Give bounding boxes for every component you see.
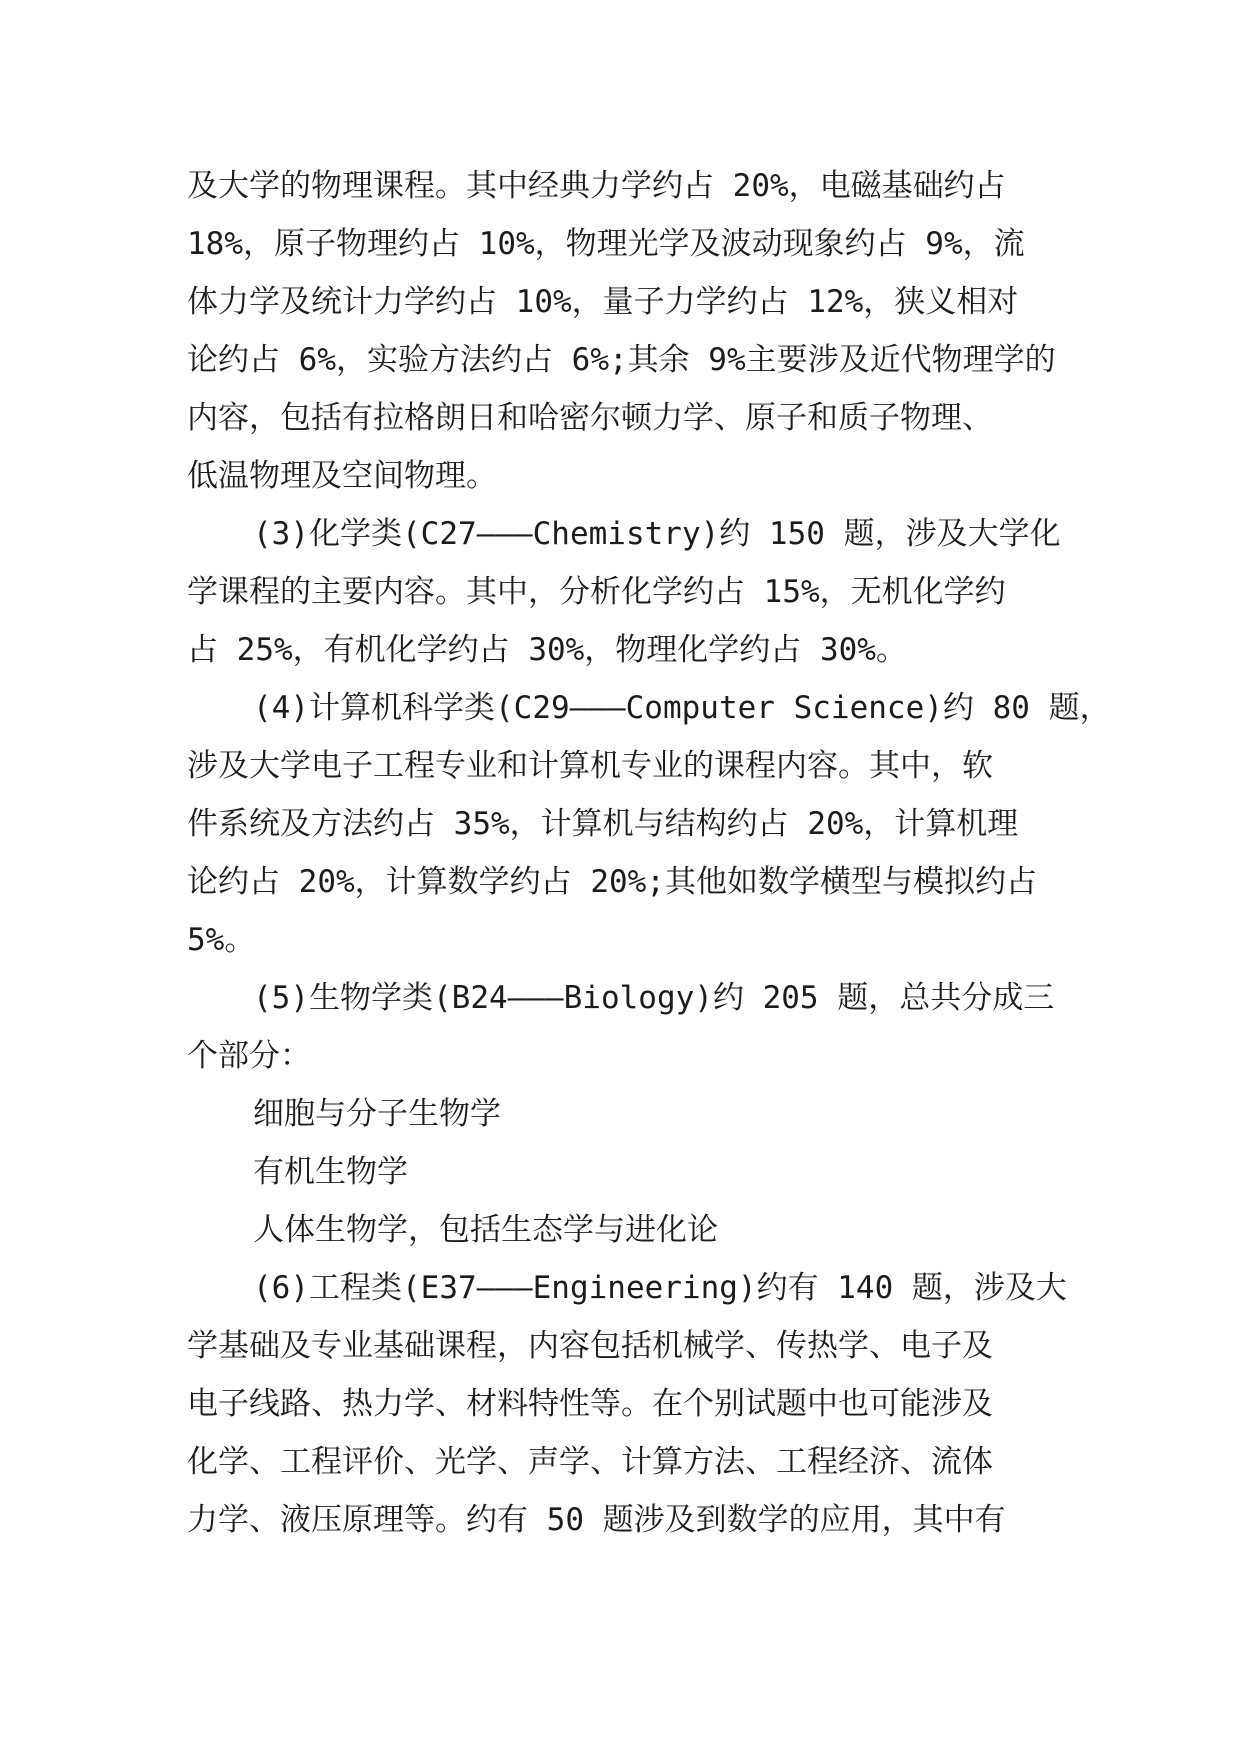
paragraph-start-line: (4)计算机科学类(C29———Computer Science)约 80 题，	[253, 690, 1111, 726]
text-line: 占 25%，有机化学约占 30%，物理化学约占 30%。	[187, 632, 907, 668]
text-line: 18%，原子物理约占 10%，物理光学及波动现象约占 9%，流	[187, 226, 1025, 262]
list-item: 细胞与分子生物学	[253, 1096, 501, 1132]
paragraph-start-line: (3)化学类(C27———Chemistry)约 150 题，涉及大学化	[253, 516, 1061, 552]
text-line: 低温物理及空间物理。	[187, 458, 497, 494]
text-line: 论约占 20%，计算数学约占 20%;其他如数学横型与模拟约占	[187, 864, 1037, 900]
list-item: 人体生物学，包括生态学与进化论	[253, 1212, 718, 1248]
text-line: 论约占 6%，实验方法约占 6%;其余 9%主要涉及近代物理学的	[187, 342, 1056, 378]
text-line: 学基础及专业基础课程，内容包括机械学、传热学、电子及	[187, 1328, 993, 1364]
text-line: 个部分：	[187, 1038, 311, 1074]
text-line: 件系统及方法约占 35%，计算机与结构约占 20%，计算机理	[187, 806, 1019, 842]
text-line: 涉及大学电子工程专业和计算机专业的课程内容。其中，软	[187, 748, 993, 784]
text-line: 5%。	[187, 922, 256, 958]
text-line: 学课程的主要内容。其中，分析化学约占 15%，无机化学约	[187, 574, 1006, 610]
text-line: 内容，包括有拉格朗日和哈密尔顿力学、原子和质子物理、	[187, 400, 993, 436]
text-line: 力学、液压原理等。约有 50 题涉及到数学的应用，其中有	[187, 1502, 1006, 1538]
text-line: 体力学及统计力学约占 10%，量子力学约占 12%，狭义相对	[187, 284, 1019, 320]
paragraph-start-line: (5)生物学类(B24———Biology)约 205 题，总共分成三	[253, 980, 1055, 1016]
list-item: 有机生物学	[253, 1154, 408, 1190]
text-line: 化学、工程评价、光学、声学、计算方法、工程经济、流体	[187, 1444, 993, 1480]
text-line: 及大学的物理课程。其中经典力学约占 20%，电磁基础约占	[187, 168, 1006, 204]
paragraph-start-line: (6)工程类(E37———Engineering)约有 140 题，涉及大	[253, 1270, 1067, 1306]
text-line: 电子线路、热力学、材料特性等。在个别试题中也可能涉及	[187, 1386, 993, 1422]
